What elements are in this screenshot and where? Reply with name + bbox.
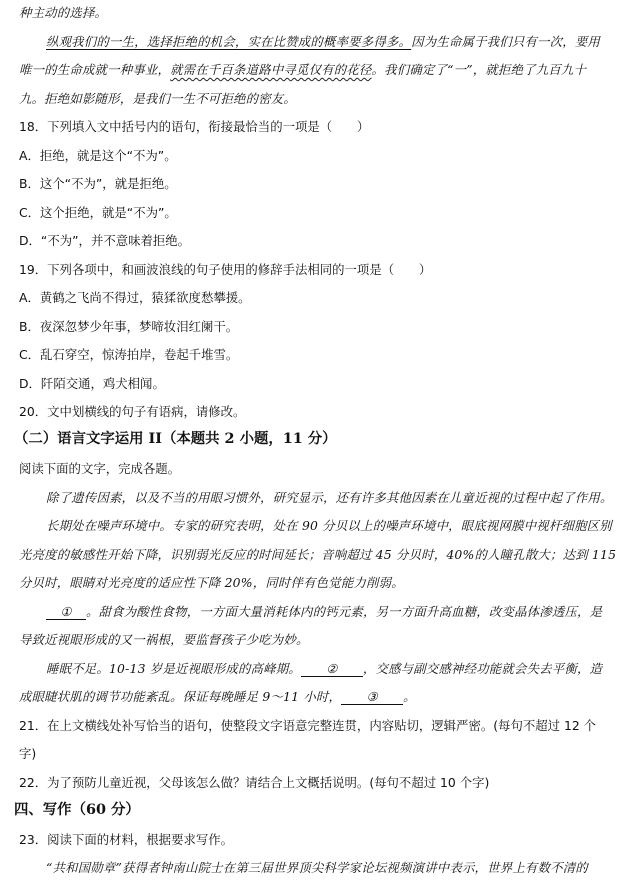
q18-option-d: D．“不为”，并不意味着拒绝。 [19,233,191,248]
q18-stem: 18．下列填入文中括号内的语句，衔接最恰当的一项是（ ） [19,119,370,134]
s2-paragraph-4-text-d: 。 [403,689,416,704]
q19-option-c: C．乱石穿空，惊涛拍岸，卷起千堆雪。 [19,347,239,362]
wavy-line-sentence: 就需在千百条道路中寻觅仅有的花径 [170,62,372,77]
section-4-title: 四、写作（60 分） [14,801,140,818]
q20-stem: 20．文中划横线的句子有语病，请修改。 [19,404,246,419]
passage-line-1 [46,34,626,50]
s2-paragraph-4-line-1 [46,661,626,677]
section-2-instruction: 阅读下面的文字，完成各题。 [19,461,181,476]
passage-line-1-rest: 因为生命属于我们只有一次，要用 [411,34,600,49]
s2-paragraph-4-text-a: 睡眠不足。10-13 岁是近视眼形成的高峰期。 [46,661,301,676]
s2-paragraph-3-line-2: 导致近视眼形成的又一祸根，要监督孩子少吃为妙。 [19,632,309,647]
s2-paragraph-3-line-1 [46,604,626,620]
blank-1[interactable]: ① [46,604,86,620]
q21-stem-line-1: 21．在上文横线处补写恰当的语句，使整段文字语意完整连贯，内容贴切，逻辑严密。(每句不超过 12 个 [19,718,597,733]
s2-paragraph-4-text-b: ，交感与副交感神经功能就会失去平衡，造 [362,661,603,676]
s2-paragraph-1: 除了遗传因素，以及不当的用眼习惯外，研究显示，还有许多其他因素在儿童近视的过程中起了作用。 [46,490,613,505]
q18-option-a: A．拒绝，就是这个“不为”。 [19,148,177,163]
q23-stem: 23．阅读下面的材料，根据要求写作。 [19,832,234,847]
passage-line-0: 种主动的选择。 [19,5,108,20]
underlined-sentence: 纵观我们的一生，选择拒绝的机会，实在比赞成的概率要多得多。 [46,34,412,49]
q19-stem: 19．下列各项中，和画波浪线的句子使用的修辞手法相同的一项是（ ） [19,262,432,277]
s2-paragraph-4-line-2 [19,689,626,705]
section-2-title: （二）语言文字运用 II（本题共 2 小题，11 分） [14,430,337,447]
passage-line-3: 九。拒绝如影随形，是我们一生不可拒绝的密友。 [19,91,296,106]
blank-2[interactable]: ② [301,661,363,677]
q19-option-b: B．夜深忽梦少年事，梦啼妆泪红阑干。 [19,319,239,334]
s2-paragraph-4-text-c: 成眼睫状肌的调节功能紊乱。保证每晚睡足 9～11 小时， [19,689,342,704]
passage-line-2-a: 唯一的生命成就一种事业， [19,62,171,77]
q21-stem-line-2: 字) [19,746,37,761]
q23-material: “共和国勋章”获得者钟南山院士在第三届世界顶尖科学家论坛视频演讲中表示，世界上有数不清的 [46,860,588,875]
passage-line-2 [19,62,626,78]
q22-stem: 22．为了预防儿童近视，父母该怎么做？请结合上文概括说明。(每句不超过 10 个字) [19,775,490,790]
s2-paragraph-2-line-3: 分贝时，眼睛对光亮度的适应性下降 20%，同时伴有色觉能力削弱。 [19,575,404,590]
s2-paragraph-2-line-2: 光亮度的敏感性开始下降，识别弱光反应的时间延长；音响超过 45 分贝时，40%的人瞳孔散大；达到 115 [19,547,617,562]
passage-line-2-b: 。我们确定了“一”，就拒绝了九百九十 [371,62,587,77]
q19-option-d: D．阡陌交通，鸡犬相闻。 [19,376,165,391]
q18-option-b: B．这个“不为”，就是拒绝。 [19,176,177,191]
s2-paragraph-2-line-1: 长期处在噪声环境中。专家的研究表明，处在 90 分贝以上的噪声环境中，眼底视网膜中视杆细胞区别 [46,518,612,533]
s2-paragraph-3-text: 。甜食为酸性食物，一方面大量消耗体内的钙元素，另一方面升高血糖，改变晶体渗透压，是 [86,604,603,619]
q18-option-c: C．这个拒绝，就是“不为”。 [19,205,177,220]
blank-3[interactable]: ③ [341,689,403,705]
q19-option-a: A．黄鹤之飞尚不得过，猿猱欲度愁攀援。 [19,290,251,305]
